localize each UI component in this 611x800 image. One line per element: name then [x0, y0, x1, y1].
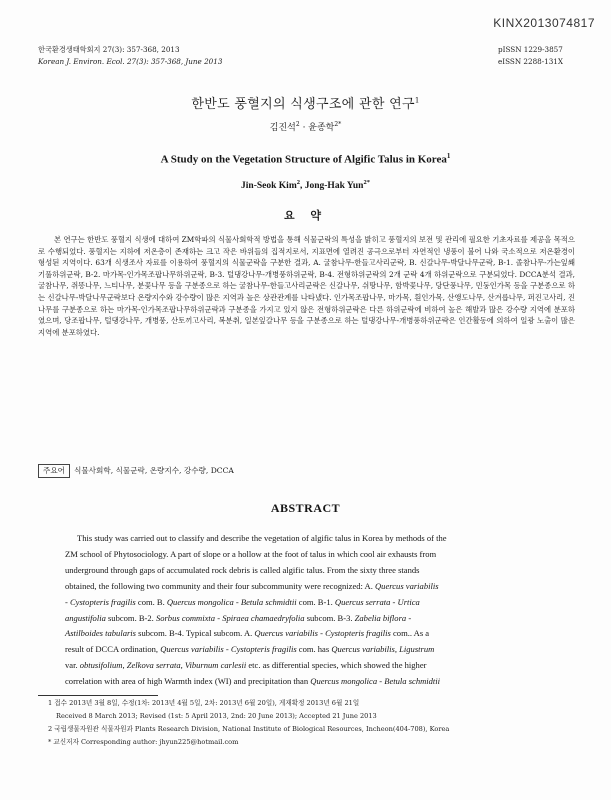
korean-title-text: 한반도 풍혈지의 식생구조에 관한 연구 [191, 97, 415, 112]
summary-heading: 요 약 [283, 209, 328, 222]
footnote-1-en: Received 8 March 2013; Revised (1st: 5 April 2013, 2nd: 20 June 2013); Accepted 21 June 2013 [56, 712, 377, 720]
pissn: pISSN 1229-3857 [498, 45, 563, 54]
english-author-2-sup: 2* [363, 179, 370, 186]
korean-summary [38, 234, 575, 338]
abstract-line: This study was carried out to classify and describe the vegetation of algific talus in Korea by methods of the [77, 533, 447, 543]
keywords-label: 주요어 [38, 464, 70, 478]
journal-header-left [38, 44, 222, 68]
footnote-2: 2 국립생물자원관 식물자원과 Plants Research Division, National Institute of Biological Resources, Incheon(404-708), Korea [48, 725, 450, 733]
english-authors [0, 179, 611, 191]
korean-author-1: 김진석 [269, 123, 296, 133]
abstract-line: result of DCCA ordination, Quercus variabilis - Cystopteris fragilis com. has Quercus variabilis, Ligustrum [65, 644, 435, 655]
english-author-2: Jong-Hak Yun [304, 181, 364, 192]
abstract-line: underground through gaps of accumulated rock debris is called algific talus. From the sixty three stands [65, 564, 420, 575]
korean-author-2: 윤종학 [308, 123, 335, 133]
english-title [0, 152, 611, 166]
korean-summary-text: 본 연구는 한반도 풍혈지 식생에 대하여 ZM학파의 식물사회학적 방법을 통해 식물군락의 특성을 밝히고 풍혈지의 보전 및 관리에 필요한 기초자료를 제공을 목적으로 수행되었다. 풍혈지는 지하에 저온층이 존재하는 크고 작은 바위들의 집적지로서, 지표면에 열려진 공극으로부터 자연적인 냉풍이 불어 나와 국소적으로 저온환경이 형성된 지역이다. 63개 식생조사 자료를 이용하여 풍혈지의 식물군락을 구분한 결과, A. 굴참나무-한들고사리군락, B. 신갈나무-박달나무군락, B-1. 졸참나무-가는잎쐐기풀하위군락, B-2. 마가목-인가목조팝나무하위군락, B-3. 털댕강나무-개병풍하위군락, B-4. 전형하위군락의 2개 군락 4개 하위군락으로 구분되었다. DCCA분석 결과, 굴참나무, 쥐똥나무, 느티나무, 분꽃나무 등을 구분종으로 하는 굴참나무-한들고사리군락은 신갈나무, 쉬땅나무, 함박꽃나무, 당단풍나무, 민둥인가목 등을 구분종으로 하는 신갈나무-박달나무군락보다 온량지수와 강수량이 많은 지역과 높은 상관관계를 나타냈다. 인가목조팝나무, 마가목, 흰인가목, 산앵도나무, 산겨릅나무, 퍼진고사리, 진나무를 구분종으로 하는 마가목-인가목조팝나무하위군락과 구분종을 가지고 있지 않은 전형하위군락은 다른 하위군락에 비하여 높은 해발과 많은 강수량 지역에 분포하였으며, 당조팝나무, 털댕강나무, 개병풍, 산토끼고사리, 복분취, 일본잎갈나무 등을 구분종으로 하는 털댕강나무-개병풍하위군락은 인간활동에 의하여 일광 노출이 많은 지역에 분포하였다. [38, 235, 575, 337]
journal-kr-line: 한국환경생태학회지 27(3): 357-368, 2013 [38, 45, 180, 54]
keywords-text: 식물사회학, 식물군락, 온량지수, 강수량, DCCA [74, 466, 234, 475]
abstract-line: obtained, the following two community and their four subcommunity were recognized: A. Quercus variabilis [65, 580, 439, 591]
footnote-1-kr: 1 접수 2013년 3월 8일, 수정(1차: 2013년 4월 5일, 2차: 2013년 6월 20일), 게재확정 2013년 6월 21일 [48, 699, 360, 707]
abstract-line: Astilboides tabularis subcom. B-4. Typical subcom. A. Quercus variabilis - Cystopteris fragilis com.. As a [65, 628, 430, 639]
abstract-line: var. obtusifolium, Zelkova serrata, Viburnum carlesii etc. as differential species, which showed the higher [65, 660, 427, 671]
journal-en-line: Korean J. Environ. Ecol. 27(3): 357-368, June 2013 [38, 57, 223, 66]
document-id: KINX2013074817 [493, 16, 595, 30]
english-author-1-sup: 2 [296, 179, 300, 186]
korean-author-2-sup: 2* [334, 121, 342, 128]
abstract-body [65, 531, 562, 690]
abstract-line: angustifolia subcom. B-2. Sorbus commixta - Spiraea chamaedryfolia subcom. B-3. Zabelia biflora - [65, 612, 412, 623]
english-author-1: Jin-Seok Kim [241, 181, 297, 192]
footnote-3: * 교신저자 Corresponding author: jhyun225@hotmail.com [48, 738, 239, 746]
abstract-line: ZM school of Phytosociology. A part of slope or a hollow at the foot of talus in which cool air exhausts from [65, 548, 437, 559]
korean-author-1-sup: 2 [295, 121, 300, 128]
footnote-divider [38, 695, 158, 696]
english-author-separator: , [299, 181, 305, 192]
korean-authors [0, 120, 611, 133]
english-title-text: A Study on the Vegetation Structure of Algific Talus in Korea [160, 153, 447, 166]
keywords-row [38, 464, 575, 478]
korean-title [0, 93, 611, 112]
english-title-sup: 1 [446, 152, 451, 160]
abstract-line: - Cystopteris fragilis com. B. Quercus mongolica - Betula schmidtii com. B-1. Quercus serrata - Urtica [65, 596, 420, 607]
abstract-heading: ABSTRACT [270, 501, 341, 515]
korean-author-separator: · [299, 123, 309, 133]
korean-title-sup: 1 [414, 96, 420, 105]
eissn: eISSN 2288-131X [498, 57, 563, 66]
footnotes [48, 697, 568, 749]
journal-header-right [498, 44, 563, 68]
abstract-line: correlation with area of high Warmth index (WI) and precipitation than Quercus mongolica - Betula schmidtii [65, 676, 441, 687]
